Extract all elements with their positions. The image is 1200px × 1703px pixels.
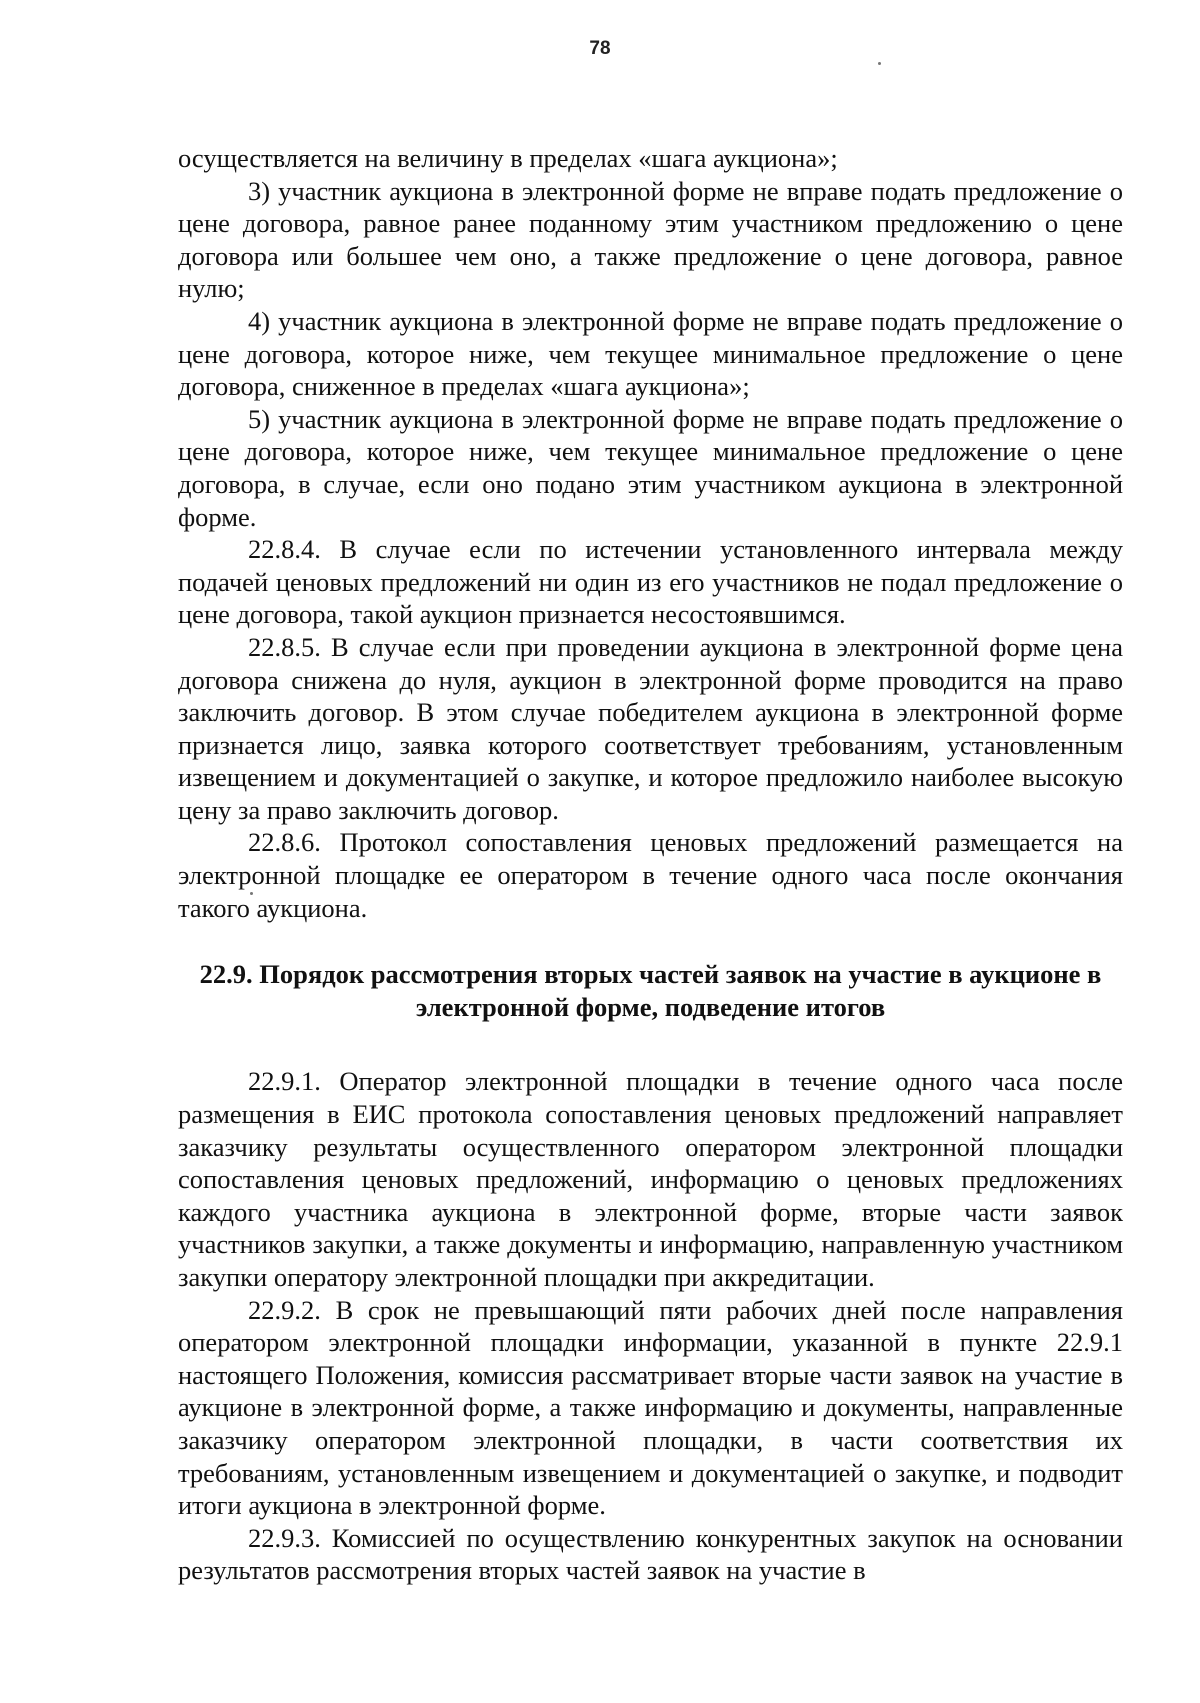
paragraph: 4) участник аукциона в электронной форме не вправе подать предложение о цене договора, которое ниже, чем текущее минимальное предложение о цене договора, сниженное в пределах «шага аукциона»; <box>178 305 1123 402</box>
document-body <box>178 142 1123 1587</box>
paragraph: 5) участник аукциона в электронной форме не вправе подать предложение о цене договора, которое ниже, чем текущее минимальное предложение о цене договора, в случае, если оно подано этим участником аукциона в электронной форме. <box>178 403 1123 532</box>
paragraph: осуществляется на величину в пределах «шага аукциона»; <box>178 143 838 173</box>
paragraph: 3) участник аукциона в электронной форме не вправе подать предложение о цене договора, равное ранее поданному этим участником предложению о цене договора или большее чем оно, а также предложение о цене договора, равное нулю; <box>178 175 1123 304</box>
paragraph: 22.9.1. Оператор электронной площадки в течение одного часа после размещения в ЕИС протокола сопоставления ценовых предложений направляет заказчику результаты осуществленного оператором электронной площадки сопоставления ценовых предложений, информацию о ценовых предложениях каждого участника аукциона в электронной форме, вторые части заявок участников закупки, а также документы и информацию, направленную участником закупки оператору электронной площадки при аккредитации. <box>178 1066 1123 1292</box>
paragraph-group-bottom <box>178 1065 1123 1587</box>
paragraph: 22.8.6. Протокол сопоставления ценовых предложений размещается на электронной площадке ее оператором в течение одного часа после окончания такого аукциона. <box>178 827 1123 923</box>
scan-speck <box>878 62 881 65</box>
paragraph: 22.9.2. В срок не превышающий пяти рабочих дней после направления оператором электронной площадки информации, указанной в пункте 22.9.1 настоящего Положения, комиссия рассматривает вторые части заявок на участие в аукционе в электронной форме, а также информацию и документы, направленные заказчику оператором электронной площадки, в части соответствия их требованиям, установленным извещением и документацией о закупке, и подводит итоги аукциона в электронной форме. <box>178 1294 1123 1521</box>
paragraph: 22.8.5. В случае если при проведении аукциона в электронной форме цена договора снижена до нуля, аукцион в электронной форме проводится на право заключить договор. В этом случае победителем аукциона в электронной форме признается лицо, заявка которого соответствует требованиям, установленным извещением и документацией о закупке, и которое предложило наиболее высокую цену за право заключить договор. <box>178 631 1123 825</box>
paragraph: 22.9.3. Комиссией по осуществлению конкурентных закупок на основании результатов рассмотрения вторых частей заявок на участие в <box>178 1522 1123 1586</box>
paragraph: 22.8.4. В случае если по истечении установленного интервала между подачей ценовых предложений ни один из его участников не подал предложение о цене договора, такой аукцион признается несостоявшимся. <box>178 534 1123 630</box>
paragraph-group-top <box>178 142 1123 924</box>
page-number: 78 <box>589 38 611 59</box>
section-heading: 22.9. Порядок рассмотрения вторых частей заявок на участие в аукционе в электронной форме, подведение итогов <box>199 959 1102 1022</box>
